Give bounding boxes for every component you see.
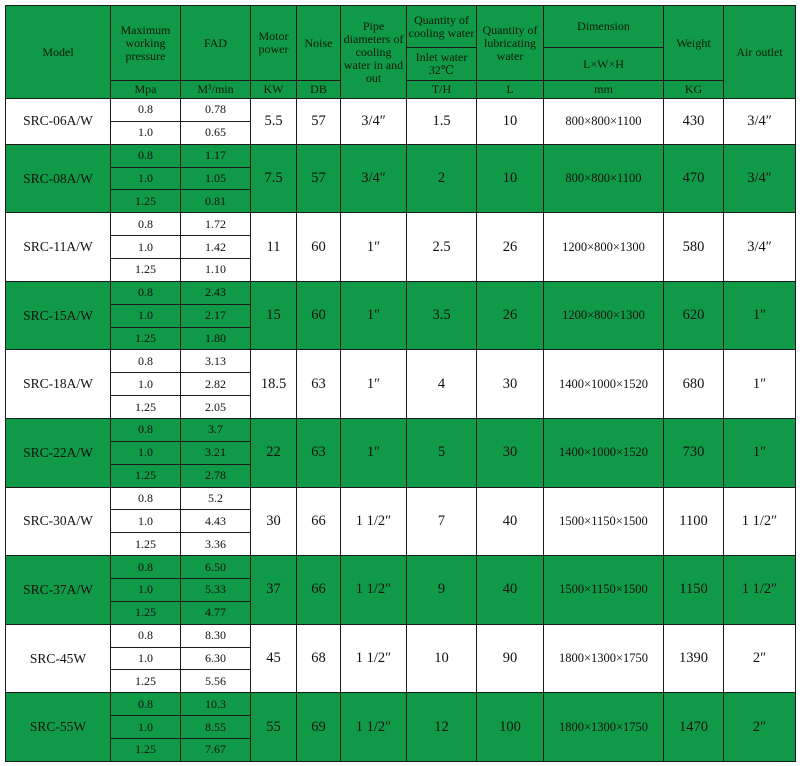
fad-cell: 2.05 [181,396,251,419]
pressure-cell: 0.8 [111,281,181,304]
fad-cell: 3.13 [181,350,251,373]
table-row [6,144,796,167]
pressure-cell: 1.0 [111,510,181,533]
motor-power-cell: 18.5 [251,350,297,419]
fad-cell: 0.81 [181,190,251,213]
air-outlet-cell: 3/4″ [724,99,796,145]
cooling-water-cell: 9 [407,556,477,625]
pipe-diameter-cell: 3/4″ [341,144,407,213]
table-row [6,487,796,510]
pressure-cell: 1.0 [111,579,181,602]
model-name-cell: SRC-18A/W [6,350,111,419]
table-row [6,99,796,122]
spec-table [5,5,796,762]
pressure-cell: 1.25 [111,327,181,350]
noise-cell: 63 [297,419,341,488]
weight-cell: 680 [664,350,724,419]
weight-cell: 580 [664,213,724,282]
cooling-water-cell: 12 [407,693,477,762]
pressure-cell: 0.8 [111,144,181,167]
header-fad: FAD [181,6,251,81]
unit-dimension: mm [544,81,664,99]
lubricating-water-cell: 30 [477,419,544,488]
cooling-water-cell: 7 [407,487,477,556]
fad-cell: 1.80 [181,327,251,350]
cooling-water-cell: 4 [407,350,477,419]
pipe-diameter-cell: 1 1/2″ [341,487,407,556]
weight-cell: 430 [664,99,724,145]
table-row [6,693,796,716]
pressure-cell: 1.25 [111,739,181,762]
dimension-cell: 1200×800×1300 [544,281,664,350]
model-name-cell: SRC-55W [6,693,111,762]
fad-cell: 3.36 [181,533,251,556]
pressure-cell: 0.8 [111,556,181,579]
weight-cell: 1100 [664,487,724,556]
dimension-cell: 1200×800×1300 [544,213,664,282]
header-max-pressure: Maximum working pressure [111,6,181,81]
motor-power-cell: 11 [251,213,297,282]
air-outlet-cell: 1″ [724,350,796,419]
table-row [6,213,796,236]
model-name-cell: SRC-15A/W [6,281,111,350]
pipe-diameter-cell: 1″ [341,350,407,419]
fad-cell: 6.50 [181,556,251,579]
unit-pressure: Mpa [111,81,181,99]
pressure-cell: 1.0 [111,716,181,739]
model-name-cell: SRC-06A/W [6,99,111,145]
motor-power-cell: 30 [251,487,297,556]
dimension-cell: 1800×1300×1750 [544,624,664,693]
pipe-diameter-cell: 1 1/2″ [341,693,407,762]
pressure-cell: 0.8 [111,99,181,122]
weight-cell: 1470 [664,693,724,762]
lubricating-water-cell: 90 [477,624,544,693]
noise-cell: 60 [297,213,341,282]
header-noise: Noise [297,6,341,81]
header-lubricating-water: Quantity of lubricating water [477,6,544,81]
pressure-cell: 1.0 [111,441,181,464]
model-name-cell: SRC-37A/W [6,556,111,625]
pressure-cell: 1.25 [111,396,181,419]
fad-cell: 2.17 [181,304,251,327]
noise-cell: 60 [297,281,341,350]
cooling-water-cell: 1.5 [407,99,477,145]
pipe-diameter-cell: 1″ [341,281,407,350]
noise-cell: 68 [297,624,341,693]
air-outlet-cell: 2″ [724,624,796,693]
fad-cell: 8.30 [181,624,251,647]
pipe-diameter-cell: 1″ [341,419,407,488]
header-cooling-water: Quantity of cooling water [407,6,477,48]
noise-cell: 57 [297,144,341,213]
model-name-cell: SRC-45W [6,624,111,693]
air-outlet-cell: 1 1/2″ [724,556,796,625]
pressure-cell: 1.0 [111,167,181,190]
pressure-cell: 1.25 [111,670,181,693]
header-inlet-water: Inlet water 32℃ [407,48,477,81]
model-name-cell: SRC-22A/W [6,419,111,488]
fad-cell: 1.42 [181,236,251,259]
pressure-cell: 0.8 [111,350,181,373]
unit-fad: M³/min [181,81,251,99]
motor-power-cell: 7.5 [251,144,297,213]
lubricating-water-cell: 40 [477,556,544,625]
fad-cell: 2.82 [181,373,251,396]
pipe-diameter-cell: 3/4″ [341,99,407,145]
fad-cell: 1.72 [181,213,251,236]
table-row [6,419,796,442]
air-outlet-cell: 3/4″ [724,144,796,213]
weight-cell: 1390 [664,624,724,693]
fad-cell: 10.3 [181,693,251,716]
motor-power-cell: 37 [251,556,297,625]
noise-cell: 63 [297,350,341,419]
header-model: Model [6,6,111,99]
cooling-water-cell: 3.5 [407,281,477,350]
air-outlet-cell: 1″ [724,419,796,488]
pipe-diameter-cell: 1 1/2″ [341,624,407,693]
pressure-cell: 1.25 [111,464,181,487]
air-outlet-cell: 1″ [724,281,796,350]
pressure-cell: 1.0 [111,236,181,259]
dimension-cell: 800×800×1100 [544,144,664,213]
dimension-cell: 1400×1000×1520 [544,350,664,419]
pressure-cell: 1.25 [111,533,181,556]
lubricating-water-cell: 100 [477,693,544,762]
fad-cell: 0.78 [181,99,251,122]
unit-weight: KG [664,81,724,99]
fad-cell: 1.05 [181,167,251,190]
lubricating-water-cell: 26 [477,213,544,282]
noise-cell: 66 [297,487,341,556]
table-body [6,6,796,762]
weight-cell: 620 [664,281,724,350]
pressure-cell: 0.8 [111,624,181,647]
pressure-cell: 1.0 [111,304,181,327]
fad-cell: 0.65 [181,121,251,144]
motor-power-cell: 15 [251,281,297,350]
unit-noise: DB [297,81,341,99]
motor-power-cell: 45 [251,624,297,693]
fad-cell: 2.43 [181,281,251,304]
air-outlet-cell: 1 1/2″ [724,487,796,556]
cooling-water-cell: 2 [407,144,477,213]
dimension-cell: 1400×1000×1520 [544,419,664,488]
pressure-cell: 0.8 [111,213,181,236]
noise-cell: 57 [297,99,341,145]
unit-power: KW [251,81,297,99]
fad-cell: 3.7 [181,419,251,442]
pipe-diameter-cell: 1″ [341,213,407,282]
air-outlet-cell: 2″ [724,693,796,762]
noise-cell: 69 [297,693,341,762]
pressure-cell: 1.25 [111,601,181,624]
header-dimension-sub: L×W×H [544,48,664,81]
lubricating-water-cell: 40 [477,487,544,556]
dimension-cell: 800×800×1100 [544,99,664,145]
fad-cell: 5.2 [181,487,251,510]
noise-cell: 66 [297,556,341,625]
lubricating-water-cell: 10 [477,99,544,145]
model-name-cell: SRC-08A/W [6,144,111,213]
pressure-cell: 0.8 [111,693,181,716]
cooling-water-cell: 10 [407,624,477,693]
fad-cell: 5.33 [181,579,251,602]
unit-cooling: T/H [407,81,477,99]
motor-power-cell: 5.5 [251,99,297,145]
table-row [6,350,796,373]
pressure-cell: 0.8 [111,419,181,442]
header-dimension: Dimension [544,6,664,48]
fad-cell: 4.77 [181,601,251,624]
pressure-cell: 1.25 [111,190,181,213]
weight-cell: 730 [664,419,724,488]
table-row [6,281,796,304]
fad-cell: 8.55 [181,716,251,739]
lubricating-water-cell: 26 [477,281,544,350]
air-outlet-cell: 3/4″ [724,213,796,282]
pressure-cell: 1.25 [111,259,181,282]
cooling-water-cell: 5 [407,419,477,488]
table-row [6,556,796,579]
header-air-outlet: Air outlet [724,6,796,99]
motor-power-cell: 55 [251,693,297,762]
pressure-cell: 1.0 [111,373,181,396]
fad-cell: 3.21 [181,441,251,464]
weight-cell: 1150 [664,556,724,625]
fad-cell: 5.56 [181,670,251,693]
dimension-cell: 1800×1300×1750 [544,693,664,762]
fad-cell: 7.67 [181,739,251,762]
fad-cell: 2.78 [181,464,251,487]
pressure-cell: 0.8 [111,487,181,510]
weight-cell: 470 [664,144,724,213]
header-pipe-diameters: Pipe diameters of cooling water in and out [341,6,407,99]
header-motor-power: Motor power [251,6,297,81]
lubricating-water-cell: 30 [477,350,544,419]
pressure-cell: 1.0 [111,121,181,144]
fad-cell: 6.30 [181,647,251,670]
dimension-cell: 1500×1150×1500 [544,487,664,556]
model-name-cell: SRC-30A/W [6,487,111,556]
table-row [6,624,796,647]
pipe-diameter-cell: 1 1/2″ [341,556,407,625]
unit-lubricating: L [477,81,544,99]
model-name-cell: SRC-11A/W [6,213,111,282]
pressure-cell: 1.0 [111,647,181,670]
cooling-water-cell: 2.5 [407,213,477,282]
fad-cell: 1.10 [181,259,251,282]
lubricating-water-cell: 10 [477,144,544,213]
dimension-cell: 1500×1150×1500 [544,556,664,625]
motor-power-cell: 22 [251,419,297,488]
header-weight: Weight [664,6,724,81]
fad-cell: 4.43 [181,510,251,533]
fad-cell: 1.17 [181,144,251,167]
